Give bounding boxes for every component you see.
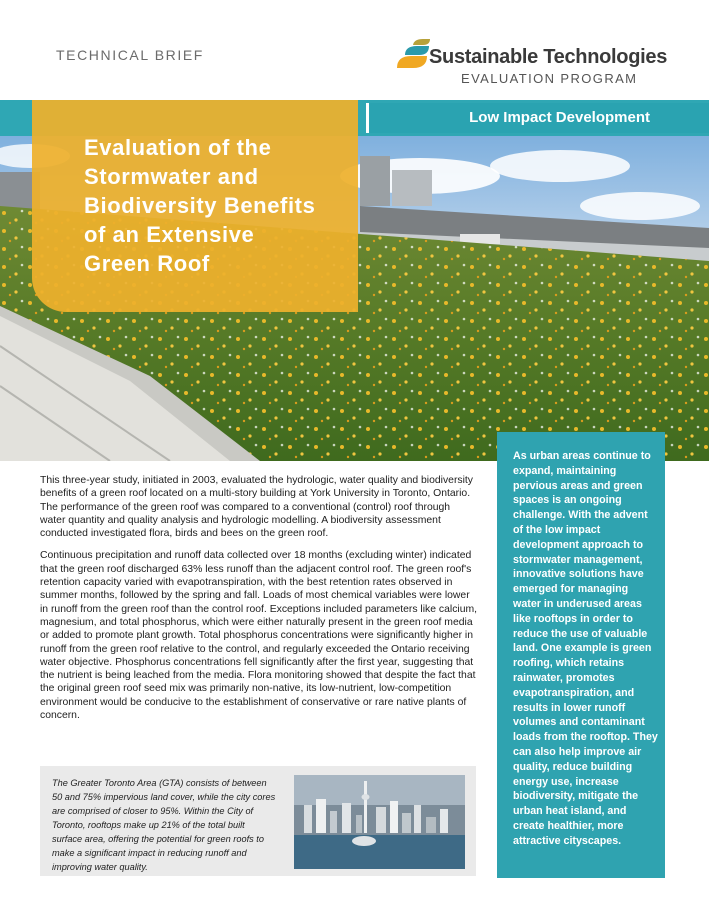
sidebar-text: As urban areas continue to expand, maintaining pervious areas and green spaces is an ongoing challenge. With the advent of the low impact development approach to stormwater management, innovative solutions have emerged for managing water in underused areas like rooftops in order to reduce the use of valuable land. One example is green roofing, which retains rainwater, promotes evapotranspiration, and results in lower runoff volumes and contaminant loads from the rooftop. They can also help improve air quality, reduce building energy use, increase biodiversity, mitigate the urban heat island, and create healthier, more attractive cityscapes.: [513, 450, 658, 847]
category-tab: [366, 103, 709, 133]
callout-text: The Greater Toronto Area (GTA) consists of between 50 and 75% impervious land cover, while the city cores are comprised of closer to 95%. Within the City of Toronto, rooftops make up 21% of the total built surface area, offering the potential for green roofs to make a significant impact in reducing runoff and improving water quality.: [52, 778, 276, 872]
category-tab-label: Low Impact Development: [469, 109, 650, 126]
body-paragraph: This three-year study, initiated in 2003, evaluated the hydrologic, water quality and biodiversity benefits of a green roof located on a multi-story building at York University in Toronto, Ontario. The performance of the green roof was compared to a conventional (control) roof through water quantity and quality analysis and hydrologic modelling. A biodiversity assessment conducted investigated flora, birds and bees on the green roof.: [40, 475, 473, 540]
document-type-label: TECHNICAL BRIEF: [56, 47, 204, 63]
body-paragraph: Continuous precipitation and runoff data collected over 18 months (excluding winter) indicated that the green roof discharged 63% less runoff than the adjacent control roof. The green roof's retention capacity varied with evapotranspiration, with the best retention rates observed in summer months, followed by the spring and fall. Loads of most chemical variables were lower in runoff from the green roof than the control roof. Exceptions included parameters like calcium, magnesium, and total phosphorus, which were either naturally present in the green roof media or added to promote plant growth. Total phosphorus concentrations were significantly higher in runoff from the green roof relative to the control, and regularly exceeded the Ontario receiving water objective. Phosphorus concentrations fell significantly after the first year, suggesting that the nutrient is being leached from the media. Flora monitoring showed that despite the fact that the original green roof seed mix was primarily non-native, its low-nutrient, low-competition environment would be conducive to the establishment of conservative or rare native plants of concern.: [40, 550, 478, 722]
body-text: [40, 474, 478, 731]
toronto-aerial-photo: [294, 775, 465, 869]
program-logo: [393, 36, 668, 92]
logo-subtitle: EVALUATION PROGRAM: [461, 71, 638, 86]
document-title: Evaluation of the Stormwater and Biodiversity Benefits of an Extensive Green Roof: [84, 135, 316, 276]
logo-mark-icon: [393, 38, 431, 72]
logo-title: Sustainable Technologies: [429, 46, 668, 68]
